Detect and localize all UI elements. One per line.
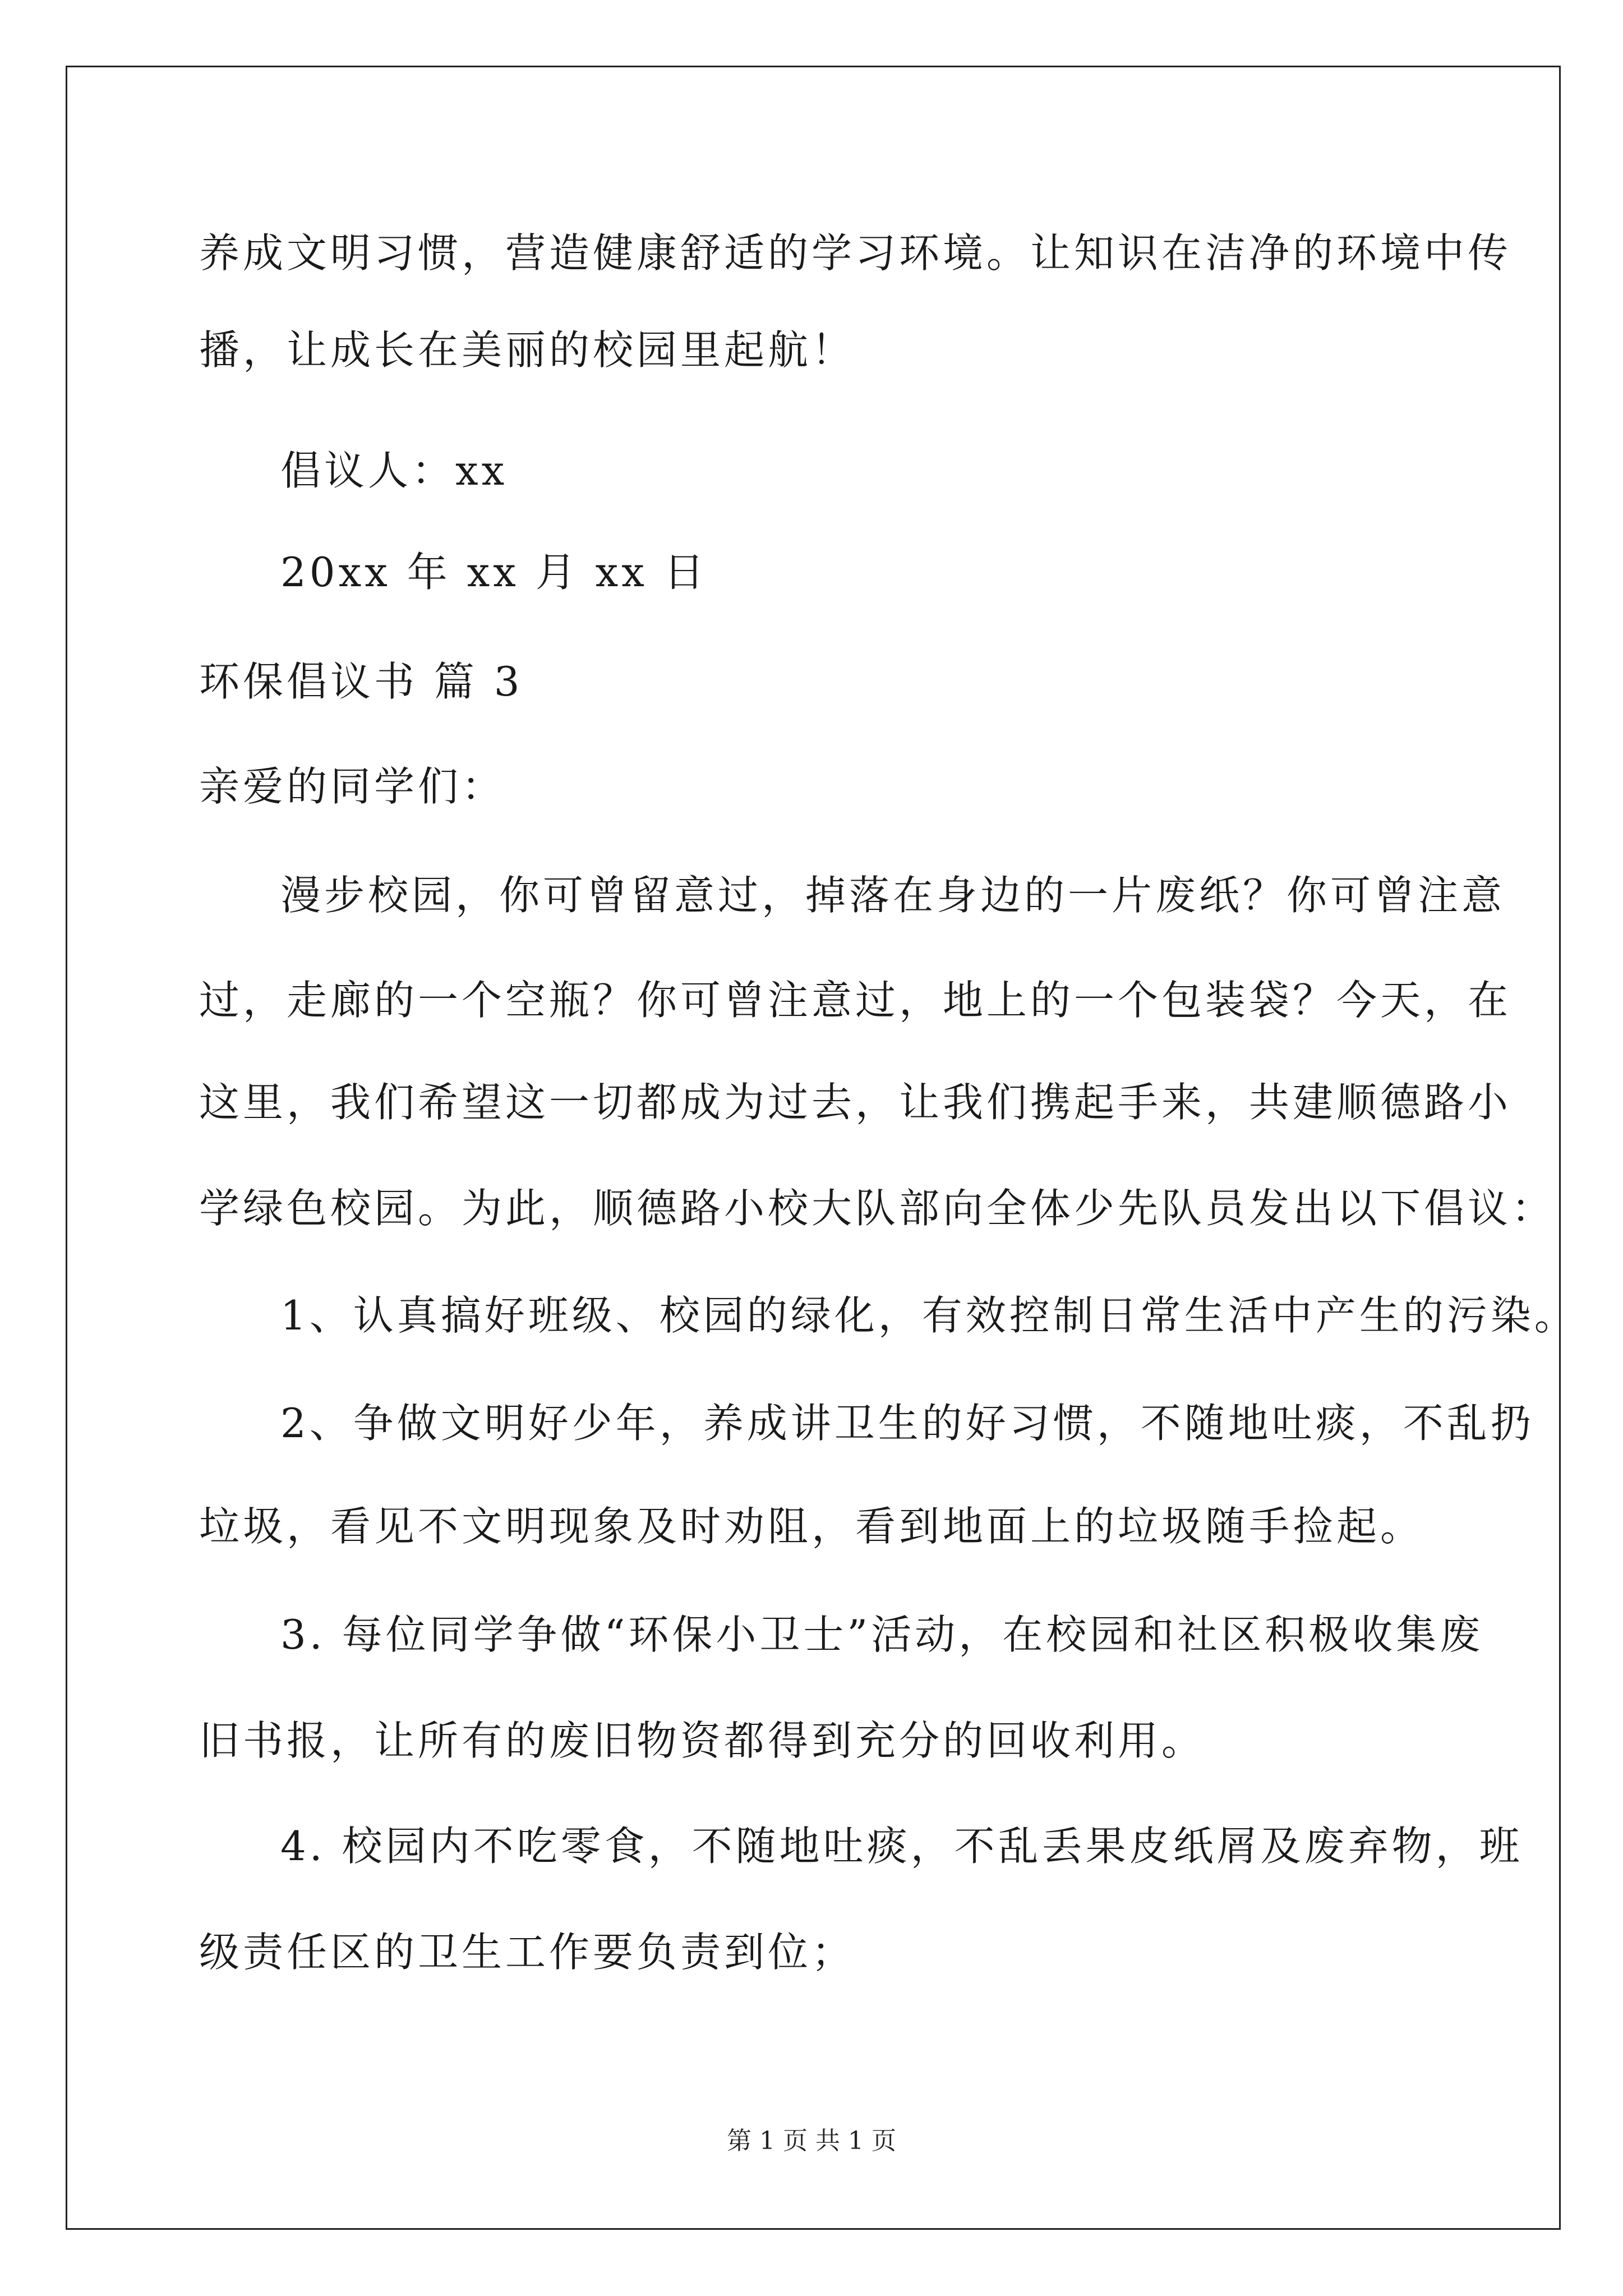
paragraph-line: 学绿色校园。为此，顺德路小校大队部向全体少先队员发出以下倡议： bbox=[199, 1185, 1556, 1232]
list-item-2-continued: 垃圾，看见不文明现象及时劝阻，看到地面上的垃圾随手捡起。 bbox=[199, 1503, 1424, 1550]
paragraph-line: 这里，我们希望这一切都成为过去，让我们携起手来，共建顺德路小 bbox=[199, 1079, 1512, 1126]
paragraph-line: 漫步校园，你可曾留意过，掉落在身边的一片废纸？你可曾注意 bbox=[280, 872, 1506, 919]
list-item-2: 2、争做文明好少年，养成讲卫生的好习惯，不随地吐痰，不乱扔 bbox=[280, 1400, 1534, 1447]
text-line-1: 养成文明习惯，营造健康舒适的学习环境。让知识在洁净的环境中传 bbox=[199, 229, 1512, 277]
text-line-2: 播，让成长在美丽的校园里起航！ bbox=[199, 326, 856, 374]
salutation: 亲爱的同学们： bbox=[199, 763, 506, 810]
section-heading: 环保倡议书 篇 3 bbox=[199, 658, 523, 705]
date-line: 20xx 年 xx 月 xx 日 bbox=[280, 549, 708, 596]
paragraph-line: 过，走廊的一个空瓶？你可曾注意过，地上的一个包装袋？今天，在 bbox=[199, 977, 1512, 1024]
list-item-4-continued: 级责任区的卫生工作要负责到位； bbox=[199, 1929, 856, 1976]
list-item-3: 3. 每位同学争做“环保小卫士”活动，在校园和社区积极收集废 bbox=[280, 1611, 1484, 1658]
signatory: 倡议人：xx bbox=[280, 447, 508, 494]
list-item-3-continued: 旧书报，让所有的废旧物资都得到充分的回收利用。 bbox=[199, 1717, 1206, 1764]
list-item-4: 4. 校园内不吃零食，不随地吐痰，不乱丢果皮纸屑及废弃物，班 bbox=[280, 1823, 1523, 1870]
page-border bbox=[66, 66, 1578, 2230]
page-number-footer: 第 1 页 共 1 页 bbox=[727, 2127, 896, 2155]
list-item-1: 1、认真搞好班级、校园的绿化，有效控制日常生活中产生的污染。 bbox=[280, 1292, 1578, 1339]
